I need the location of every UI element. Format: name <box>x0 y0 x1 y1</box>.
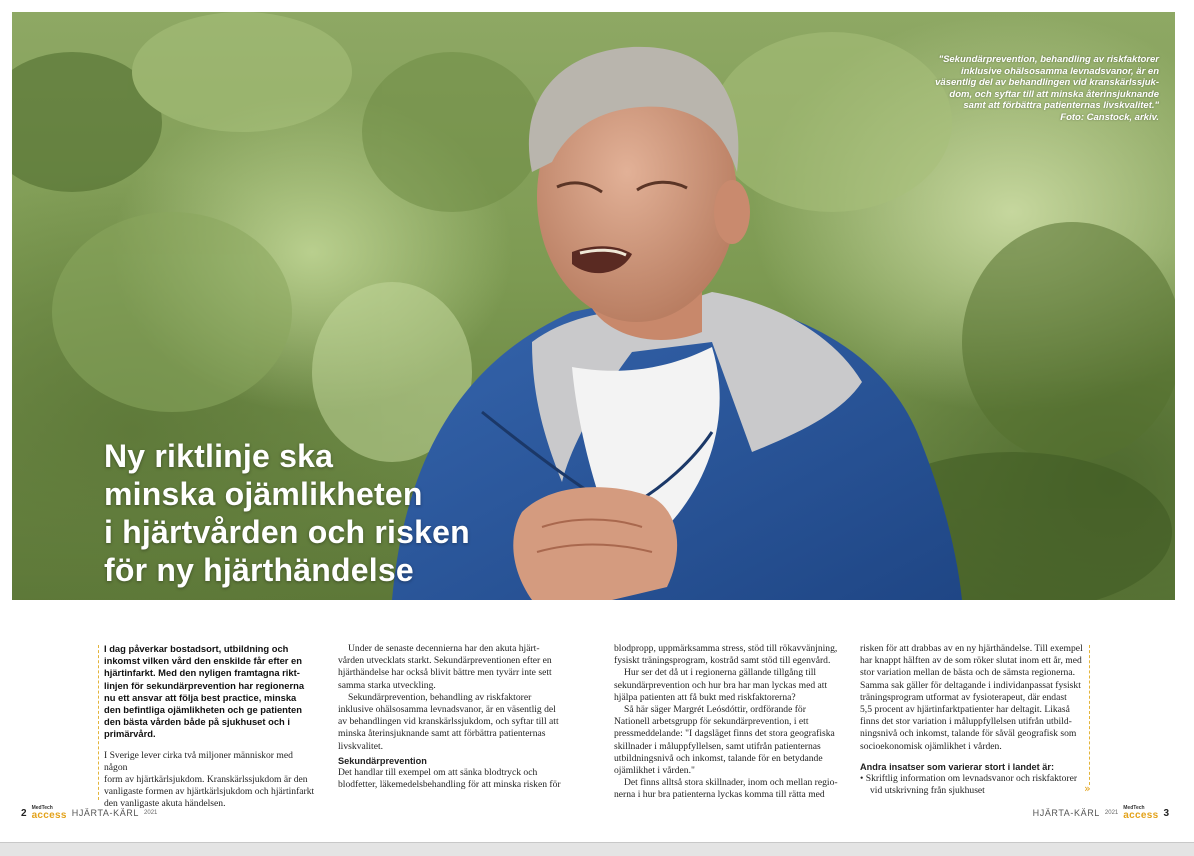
page-number: 3 <box>1163 807 1169 819</box>
continue-arrow-icon: » <box>1084 782 1091 795</box>
subheading: Sekundärprevention <box>338 755 427 766</box>
page-number: 2 <box>21 807 27 819</box>
left-divider-rule <box>98 645 99 800</box>
issue-year: 2021 <box>1104 810 1119 816</box>
right-divider-rule <box>1089 645 1090 785</box>
article-headline: Ny riktlinje ska minska ojämlikheten i hjärtvården och risken för ny hjärthändelse <box>104 438 470 588</box>
body-paragraph: risken för att drabbas av en ny hjärthändelse. Till exempel har knappt hälften av de som röker slutat inom ett år, med stor variation mellan de bästa och de sämsta regionerna. Samma sak gäller för deltagande i individanpassat fysiskt träningsprogram utformat av fysioterapeut, där endast 5,5 procent av hjärtinfarktpatienter har deltagit. Likaså finns det stor variation i måluppfyllelsen utifrån utbild- ningsnivå och inkomst, talande för såväl geografisk som socioekonomisk ojämlikhet i vården. <box>860 643 1083 752</box>
subheading: Andra insatser som varierar stort i landet är: <box>860 761 1055 772</box>
article-column-3 <box>614 643 846 802</box>
bullet-item: • Skriftlig information om levnadsvanor och riskfaktorer vid utskrivning från sjukhuset <box>860 773 1078 797</box>
body-paragraph: I Sverige lever cirka två miljoner människor med någon form av hjärtkärlsjukdom. Kranskärlssjukdom är den vanligaste formen av hjärtkärlsjukdom och hjärtinfarkt den vanligaste akuta händelsen. <box>104 749 315 810</box>
body-paragraph: Det finns alltså stora skillnader, inom och mellan regio- nerna i hur bra patienterna lyckas komma till rätta med <box>614 777 838 801</box>
article-column-4 <box>860 643 1086 797</box>
issue-year: 2021 <box>144 810 158 816</box>
magazine-logo: MedTech access <box>1123 805 1159 821</box>
body-paragraph: blodpropp, uppmärksamma stress, stöd till rökavvänjning, fysiskt träningsprogram, kostråd samt stöd till egenvård. <box>614 643 838 667</box>
body-paragraph: Det handlar till exempel om att sänka blodtryck och blodfetter, läkemedelsbehandling för att minska risken för <box>338 767 561 791</box>
article-column-1 <box>104 643 316 811</box>
body-paragraph: Sekundärprevention, behandling av riskfaktorer inklusive ohälsosamma levnadsvanor, är en väsentlig del av behandlingen vid kranskärlssjukdom, och syftar till att minska återinsjuknande samt att förbättra patienternas livskvalitet. <box>338 691 559 752</box>
body-paragraph: Hur ser det då ut i regionerna gällande tillgång till sekundärprevention och hur bra har man lyckas med att hjälpa patienten att få bukt med riskfaktorerna? <box>614 667 828 703</box>
body-paragraph: Under de senaste decennierna har den akuta hjärt- vården utvecklats starkt. Sekundärpreventionen efter en hjärthändelse har också blivit bättre men tyvärr inte sett samma starka utveckling. <box>338 643 552 691</box>
photo-caption: "Sekundärprevention, behandling av riskfaktorer inklusive ohälsosamma levnadsvanor, är en väsentlig del av behandlingen vid kranskärlssjuk- dom, och syftar till att minska återinsjuknande samt att förbättra patienternas livskvalitet." Foto: Canstock, arkiv. <box>935 54 1159 123</box>
section-label: HJÄRTA-KÄRL <box>71 808 140 818</box>
body-paragraph: Så här säger Margrét Leósdóttir, ordförande för Nationell arbetsgrupp för sekundärprevention, i ett pressmeddelande: "I dagsläget finns det stora geografiska skillnader i måluppfyllelsen, samt utifrån patienternas utbildningsnivå och inkomst, talande för en betydande ojämlikhet i vården." <box>614 704 835 777</box>
viewer-bottom-strip <box>0 842 1194 856</box>
footer-left <box>21 806 157 820</box>
section-label: HJÄRTA-KÄRL <box>1032 808 1100 818</box>
hero-photo <box>12 12 1175 600</box>
article-column-2 <box>338 643 568 791</box>
lead-paragraph: I dag påverkar bostadsort, utbildning och inkomst vilken vård den enskilde får efter en hjärtinfarkt. Med den nyligen framtagna rikt- linjen för sekundärprevention har regionerna nu ett ansvar att följa best practice, minska den befintliga ojämlikheten och ge patienten den bästa vården både på sjukhuset och i primärvård. <box>104 643 305 740</box>
footer-right <box>1033 806 1169 820</box>
magazine-logo: MedTech access <box>31 805 67 821</box>
